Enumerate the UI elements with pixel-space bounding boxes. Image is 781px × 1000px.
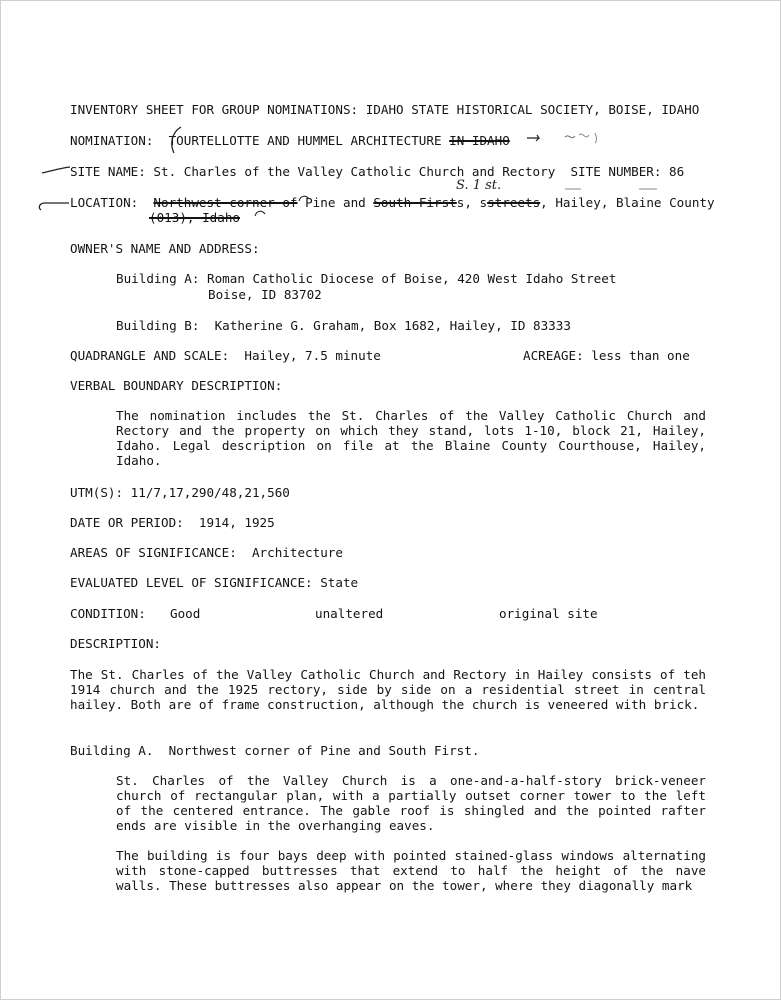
handwritten-scribble-mark	[525, 129, 605, 147]
description-para-2: St. Charles of the Valley Church is a one-and-a-half-story brick-veneer church of rectangular plan, with a partially outset corner tower to the left of the centered entrance. The gable roof is shingled and the pointed rafter ends are visible in the overhanging eaves.	[116, 773, 706, 833]
location-line: LOCATION: Northwest corner of Pine and South Firsts, sstreets, Hailey, Blaine County	[70, 195, 715, 210]
condition-label: CONDITION:	[70, 606, 146, 621]
utm-line: UTM(S): 11/7,17,290/48,21,560	[70, 485, 290, 500]
site-number-value: 86	[669, 164, 685, 179]
nomination-label: NOMINATION:	[70, 133, 154, 148]
site-number-label: SITE NUMBER:	[570, 164, 662, 179]
boundary-label: VERBAL BOUNDARY DESCRIPTION:	[70, 378, 283, 393]
condition-original-site: original site	[499, 606, 598, 621]
location-text-s: s	[456, 195, 465, 210]
location-city-county: , Hailey, Blaine County	[540, 195, 715, 210]
handwritten-bracket-mark	[165, 125, 185, 155]
location-line-2	[149, 210, 240, 225]
location-struck-corner: Northwest corner of	[153, 195, 298, 210]
handwritten-caret-mark	[297, 193, 311, 203]
acreage-line: ACREAGE: less than one	[523, 348, 690, 363]
site-name-label: SITE NAME:	[70, 164, 146, 179]
quadrangle-line: QUADRANGLE AND SCALE: Hailey, 7.5 minute	[70, 348, 381, 363]
owner-building-b-line: Building B: Katherine G. Graham, Box 1682, Hailey, ID 83333	[116, 318, 571, 333]
nomination-struck: IN IDAHO	[449, 133, 510, 148]
nomination-value: TOURTELLOTTE AND HUMMEL ARCHITECTURE	[168, 133, 442, 148]
nomination-line	[70, 133, 510, 148]
description-para-1: The St. Charles of the Valley Catholic Church and Rectory in Hailey consists of teh 1914 church and the 1925 rectory, side by side on a residential street in central hailey. Both are of frame construction, although the church is veneered with brick.	[70, 667, 706, 712]
date-line: DATE OR PERIOD: 1914, 1925	[70, 515, 275, 530]
level-line: EVALUATED LEVEL OF SIGNIFICANCE: State	[70, 575, 359, 590]
description-para-3: The building is four bays deep with pointed stained-glass windows alternating with stone-capped buttresses that extend to half the height of the nave walls. These buttresses also appear on the tower, where they diagonally mark	[116, 848, 706, 893]
site-name-line	[70, 164, 684, 179]
location-struck-south-first: South First	[373, 195, 457, 210]
margin-bracket-mark	[35, 195, 71, 213]
owner-building-a-line2: Boise, ID 83702	[208, 287, 322, 302]
location-struck-county-code: (013), Idaho	[149, 210, 240, 225]
boundary-text: The nomination includes the St. Charles of the Valley Catholic Church and Rectory and the property on which they stand, lots 1-10, block 21, Hailey, Idaho. Legal description on file at the Blaine County Courthouse, Hailey, Idaho.	[116, 408, 706, 468]
handwritten-location-note: S. 1 st.	[456, 178, 502, 193]
condition-unaltered: unaltered	[315, 606, 384, 621]
owner-label: OWNER'S NAME AND ADDRESS:	[70, 241, 260, 256]
owner-building-a-line1: Building A: Roman Catholic Diocese of Boise, 420 West Idaho Street	[116, 271, 617, 286]
handwritten-dash-marks	[561, 184, 671, 194]
handwritten-caret-mark-2	[253, 208, 267, 218]
building-a-heading: Building A. Northwest corner of Pine and South First.	[70, 743, 480, 758]
condition-good: Good	[170, 606, 201, 621]
sheet-header: INVENTORY SHEET FOR GROUP NOMINATIONS: IDAHO STATE HISTORICAL SOCIETY, BOISE, IDAHO	[70, 102, 700, 117]
margin-tick-mark	[41, 163, 71, 177]
site-name-value: St. Charles of the Valley Catholic Church and Rectory	[153, 164, 556, 179]
areas-line: AREAS OF SIGNIFICANCE: Architecture	[70, 545, 343, 560]
location-label: LOCATION:	[70, 195, 139, 210]
location-street-pine: Pine and	[305, 195, 366, 210]
description-label: DESCRIPTION:	[70, 636, 161, 651]
location-struck-streets: streets	[487, 195, 541, 210]
